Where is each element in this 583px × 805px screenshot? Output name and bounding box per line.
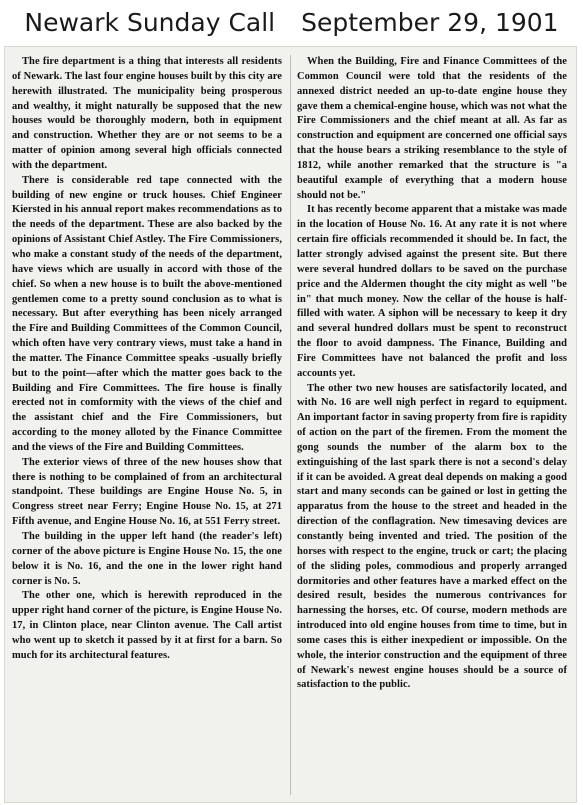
newspaper-clipping [4, 46, 577, 803]
paragraph: The other one, which is herewith reproduced in the upper right hand corner of the picture, is Engine House No. 17, in Clinton place, near Clinton avenue. The Call artist who went up to sketch it passed by it at first for a barn. So much for its architectural features. [12, 590, 282, 661]
publication-date: September 29, 1901 [301, 7, 559, 37]
page-header [0, 0, 583, 44]
paragraph: The building in the upper left hand (the reader's left) corner of the above picture is Engine House No. 15, the one below it is No. 16, and the one in the lower right hand corner is No. 5. [12, 531, 282, 587]
paragraph: The fire department is a thing that interests all residents of Newark. The last four engine houses built by this city are herewith illustrated. The municipality being prosperous and wealthy, it might naturally be supposed that the new houses would be thoroughly modern, both in equipment and construction. Whether they are or not seems to be a matter of opinion among several high officials connected with the department. [12, 56, 282, 171]
paragraph: There is considerable red tape connected with the building of new engine or truck houses. Chief Engineer Kiersted in his annual report makes recommendations as to the needs of the department. These are also backed by the opinions of Assistant Chief Astley. The Fire Commissioners, who make a constant study of the needs of the department, have views which are usually in accord with those of the chief. So when a new house is to built the above-mentioned gentlemen come to a pretty sound conclusion as to what is necessary. But after everything has been nicely arranged the Fire and Building Committees of the Common Council, which often have very contrary views, must take a hand in the matter. The Finance Committee speaks -usually briefly but to the point—after which the matter goes back to the Building and Fire Committees. The fire house is finally erected not in comformity with the views of the chief and the assistant chief and the Fire Commissioners, but according to the money alloted by the Finance Committee and the views of the Fire and Building Committees. [12, 174, 282, 453]
column-divider [290, 55, 291, 795]
left-column [12, 55, 282, 664]
paragraph: The exterior views of three of the new houses show that there is nothing to be complained of from an architectural standpoint. These buildings are Engine House No. 5, in Congress street near Ferry; Engine House No. 15, at 271 Fifth avenue, and Engine House No. 16, at 551 Ferry street. [12, 456, 282, 528]
paragraph: The other two new houses are satisfactorily located, and with No. 16 are well nigh perfect in regard to equipment. An important factor in saving property from fire is rapidity of action on the part of the firemen. From the moment the gong sounds the number of the alarm box to the extinguishing of the last spark there is not a second's delay if it can be avoided. A great deal depends on making a good start and many seconds can be gained or lost in getting the apparatus from the house to the street and headed in the direction of the conflagration. New timesaving devices are constantly being invented and tried. The position of the horses with respect to the engine, truck or cart; the placing of the sliding poles, commodious and properly arranged dormitories and other features have a marked effect on the desired result, besides the numerous contrivances for harnessing the horses, etc. Of course, modern methods are introduced into old engine houses from time to time, but in some cases this is either inexpedient or impossible. On the whole, the interior construction and the equipment of three of Newark's newest engine houses should be a source of satisfaction to the public. [297, 382, 567, 691]
paragraph: When the Building, Fire and Finance Committees of the Common Council were told that the residents of the annexed district needed an up-to-date engine house they gave them a chemical-engine house, which was not what the Fire Commissioners and the chief meant at all. As far as construction and equipment are concerned one official says that the house bears a striking resemblance to the style of 1812, while another remarked that the structure is "a beautiful example of everything that a modern house should not be." [297, 56, 568, 201]
right-column [297, 55, 567, 693]
paragraph: It has recently become apparent that a mistake was made in the location of House No. 16. At any rate it is not where certain fire officials recommended it should be. In fact, the latter strongly advised against the present site. But there were several hundred dollars to be saved on the purchase price and the Aldermen thought the city might as well "be in" that much money. Now the cellar of the house is half-filled with water. A siphon will be necessary to keep it dry and several hundred dollars must be spent to reconstruct the floor to avoid dampness. The Finance, Building and Fire Committees have not balanced the profit and loss accounts yet. [297, 204, 567, 379]
publication-title: Newark Sunday Call [24, 7, 276, 37]
